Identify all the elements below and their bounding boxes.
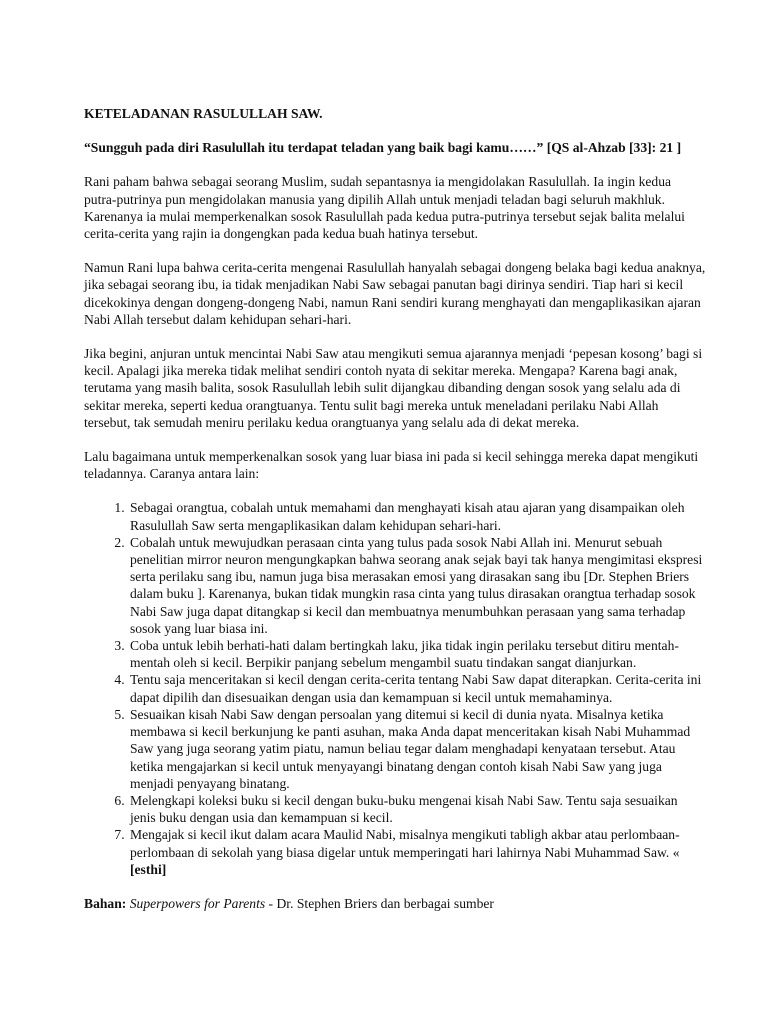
- paragraph-1: Rani paham bahwa sebagai seorang Muslim, sudah sepantasnya ia mengidolakan Rasulullah. Ia ingin kedua putra-putrinya pun mengidolakan manusia yang dipilih Allah untuk menjadi teladan bagi seluruh makhluk. Karenanya ia mulai memperkenalkan sosok Rasulullah pada kedua putra-putrinya tersebut sejak balita melalui cerita-cerita yang rajin ia dongengkan pada kedua buah hatinya tersebut.: [84, 174, 685, 242]
- paragraph-4: Lalu bagaimana untuk memperkenalkan sosok yang luar biasa ini pada si kecil sehingga mereka dapat mengikuti teladannya. Caranya antara lain:: [84, 449, 699, 482]
- source-rest: - Dr. Stephen Briers dan berbagai sumber: [265, 895, 494, 911]
- list-item: [128, 534, 706, 637]
- quran-quote: “Sungguh pada diri Rasulullah itu terdapat teladan yang baik bagi kamu……” [QS al-Ahzab [33]: 21 ]: [84, 140, 682, 156]
- source-line: [84, 895, 706, 912]
- document-title: KETELADANAN RASULULLAH SAW.: [84, 106, 323, 121]
- list-item-text: Mengajak si kecil ikut dalam acara Maulid Nabi, misalnya mengikuti tabligh akbar atau perlombaan-perlombaan di sekolah yang biasa digelar untuk memperingati hari lahirnya Nabi Muhammad Saw. «: [130, 827, 680, 860]
- paragraph-2: Namun Rani lupa bahwa cerita-cerita mengenai Rasulullah hanyalah sebagai dongeng belaka bagi kedua anaknya, jika sebagai seorang ibu, ia tidak menjadikan Nabi Saw sebagai panutan bagi dirinya sendiri. Tiap hari si kecil dicekokinya dengan dongeng-dongeng Nabi, namun Rani sendiri kurang menghayati dan mengaplikasikan ajaran Nabi Allah tersebut dalam kehidupan sehari-hari.: [84, 260, 706, 327]
- list-item: [128, 706, 706, 792]
- list-item: [128, 792, 706, 826]
- list-item-text: Melengkapi koleksi buku si kecil dengan buku-buku mengenai kisah Nabi Saw. Tentu saja sesuaikan jenis buku dengan usia dan kemampuan si kecil.: [130, 792, 678, 826]
- list-item: [128, 671, 706, 705]
- tips-list: [84, 499, 706, 877]
- source-label: Bahan:: [84, 895, 127, 911]
- list-item-text: Tentu saja menceritakan si kecil dengan cerita-cerita tentang Nabi Saw dapat diterapkan. Cerita-cerita ini dapat dipilih dan disesuaikan dengan usia dan kemampuan si kecil untuk memahaminya.: [130, 672, 702, 705]
- source-book-title: Superpowers for Parents: [129, 895, 266, 911]
- list-item: [128, 826, 706, 878]
- list-item-text: Sesuaikan kisah Nabi Saw dengan persoalan yang ditemui si kecil di dunia nyata. Misalnya ketika membawa si kecil berkunjung ke panti asuhan, maka Anda dapat menceritakan kisah Nabi Muhammad Saw yang juga seorang yatim piatu, namun beliau tegar dalam menghadapi kenyataan tersebut. Atau ketika mengajarkan si kecil untuk menyayangi binatang dengan contoh kisah Nabi Saw yang juga menjadi penyayang binatang.: [130, 706, 691, 791]
- list-item-text: Sebagai orangtua, cobalah untuk memahami dan menghayati kisah atau ajaran yang disampaikan oleh Rasulullah Saw serta mengaplikasikan dalam kehidupan sehari-hari.: [130, 500, 685, 533]
- list-item-text: Cobalah untuk mewujudkan perasaan cinta yang tulus pada sosok Nabi Allah ini. Menurut sebuah penelitian mirror neuron mengungkapkan bahwa seorang anak sejak bayi tak hanya mengimitasi ekspresi serta perilaku sang ibu, namun juga bisa merasakan emosi yang dirasakan sang ibu [Dr. Stephen Briers dalam buku ]. Karenanya, bukan tidak mungkin rasa cinta yang tulus dirasakan orangtua terhadap sosok Nabi Saw juga dapat ditangkap si kecil dan membuatnya menumbuhkan perasaan yang sama terhadap sosok yang luar biasa ini.: [130, 534, 703, 636]
- paragraph-3: Jika begini, anjuran untuk mencintai Nabi Saw atau mengikuti semua ajarannya menjadi ‘pepesan kosong’ bagi si kecil. Apalagi jika mereka tidak melihat sendiri contoh nyata di sekitar mereka. Mengapa? Karena bagi anak, terutama yang masih balita, sosok Rasulullah lebih sulit dijangkau dibanding dengan sosok yang selalu ada di sekitar mereka, seperti kedua orangtuanya. Tentu sulit bagi mereka untuk meneladani perilaku Nabi Allah tersebut, tak semudah meniru perilaku kedua orangtuanya yang selalu ada di dekat mereka.: [84, 346, 703, 430]
- author-tag: [esthi]: [130, 861, 167, 877]
- list-item: [128, 637, 706, 671]
- list-item: [128, 499, 706, 533]
- list-item-text: Coba untuk lebih berhati-hati dalam bertingkah laku, jika tidak ingin perilaku tersebut ditiru mentah-mentah oleh si kecil. Berpikir panjang sebelum mengambil suatu tindakan sangat dianjurkan.: [130, 638, 679, 671]
